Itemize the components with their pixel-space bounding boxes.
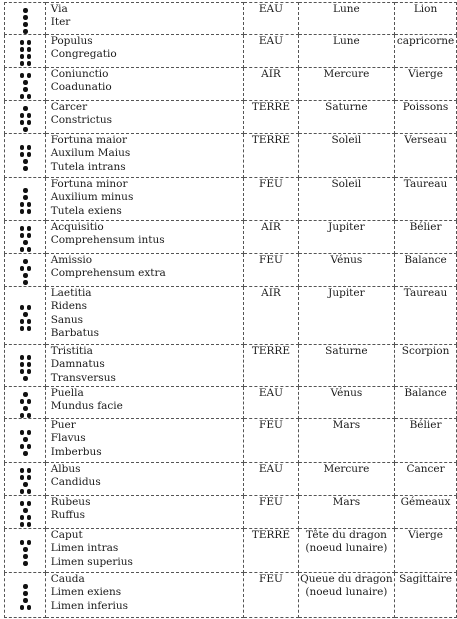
figure-dot <box>23 259 28 264</box>
figure-names-cell <box>45 68 243 101</box>
figure-dot <box>27 202 32 207</box>
table-row <box>5 178 457 221</box>
figure-dot <box>20 305 25 310</box>
figure-dot <box>27 362 32 367</box>
table-row <box>5 529 457 573</box>
figure-dot <box>27 120 32 125</box>
figure-dot <box>27 266 32 271</box>
figure-dot <box>20 233 25 238</box>
figure-dot <box>23 106 28 111</box>
figure-dot <box>20 61 25 66</box>
planet-cell: Mars <box>298 419 394 463</box>
figure-cell <box>5 254 46 287</box>
figure-dot <box>20 468 25 473</box>
table-row <box>5 419 457 463</box>
geomantic-figure-icon <box>5 463 45 496</box>
geomantic-figure-icon <box>5 419 45 463</box>
figure-dot <box>23 312 28 317</box>
figure-dot <box>23 508 28 513</box>
zodiac-cell: Balance <box>395 254 457 287</box>
zodiac-cell: Vierge <box>395 68 457 101</box>
figure-dot <box>20 444 25 449</box>
zodiac-cell: Bélier <box>395 419 457 463</box>
figure-dot <box>20 54 25 59</box>
figure-dot <box>23 127 28 132</box>
figure-dot <box>20 319 25 324</box>
figure-name: Limen superius <box>50 555 133 568</box>
figure-dot <box>23 554 28 559</box>
figure-dot <box>23 80 28 85</box>
figure-names-cell <box>45 35 243 68</box>
figure-cell <box>5 573 46 618</box>
figure-dot <box>27 605 32 610</box>
figure-dot <box>23 451 28 456</box>
figure-name: Puer <box>50 419 76 431</box>
figure-dot <box>27 47 32 52</box>
figure-cell <box>5 529 46 573</box>
figure-name: Puella <box>50 387 84 399</box>
planet-cell: Jupiter <box>298 221 394 254</box>
element-cell: TERRE <box>244 134 299 178</box>
figure-names-cell <box>45 101 243 134</box>
table-row <box>5 573 457 618</box>
figure-dot <box>27 515 32 520</box>
figure-dot <box>23 591 28 596</box>
figure-dot <box>23 240 28 245</box>
figure-name: Carcer <box>50 101 88 113</box>
figure-name: Laetitia <box>50 287 92 299</box>
geomantic-figure-icon <box>5 529 45 573</box>
zodiac-cell: Verseau <box>395 134 457 178</box>
figure-cell <box>5 3 46 35</box>
figure-names-cell <box>45 419 243 463</box>
figure-dot <box>27 94 32 99</box>
figure-dot <box>27 355 32 360</box>
figure-dot <box>20 399 25 404</box>
figure-name: Populus <box>50 35 93 47</box>
table-row <box>5 496 457 529</box>
figure-dot <box>23 437 28 442</box>
figure-name: Constrictus <box>50 114 113 127</box>
figure-dot <box>23 280 28 285</box>
figure-dot <box>20 47 25 52</box>
figure-dot <box>23 188 28 193</box>
figure-names-cell <box>45 463 243 496</box>
figure-dot <box>20 430 25 435</box>
figure-name: Barbatus <box>50 326 100 339</box>
figure-dot <box>20 355 25 360</box>
figure-name: Coadunatio <box>50 81 112 94</box>
figure-names-cell <box>45 387 243 419</box>
figure-dot <box>20 40 25 45</box>
figure-dot <box>27 413 32 418</box>
figure-name: Congregatio <box>50 48 117 61</box>
figure-name: Limen intras <box>50 542 119 555</box>
figure-name: Via <box>50 3 68 15</box>
figure-names-cell <box>45 287 243 345</box>
figure-name: Amissio <box>50 254 93 266</box>
figure-dot <box>20 326 25 331</box>
figure-cell <box>5 221 46 254</box>
figure-name: Flavus <box>50 432 86 445</box>
element-cell: TERRE <box>244 529 299 573</box>
figure-cell <box>5 387 46 419</box>
figure-names-cell <box>45 345 243 387</box>
figure-name: Rubeus <box>50 496 91 508</box>
planet-cell: Vénus <box>298 387 394 419</box>
table-row <box>5 387 457 419</box>
figure-dot <box>27 233 32 238</box>
figure-dot <box>23 584 28 589</box>
figure-dot <box>20 73 25 78</box>
figure-names-cell <box>45 134 243 178</box>
figure-name: Damnatus <box>50 358 105 371</box>
figure-name: Cauda <box>50 573 85 585</box>
figure-dot <box>27 501 32 506</box>
figure-dot <box>20 113 25 118</box>
geomantic-figure-icon <box>5 101 45 134</box>
geomantic-figure-icon <box>5 134 45 178</box>
geomantic-figure-icon <box>5 35 45 68</box>
element-cell: EAU <box>244 35 299 68</box>
figure-name: Sanus <box>50 313 84 326</box>
figure-dot <box>27 209 32 214</box>
figure-dot <box>23 273 28 278</box>
planet-cell: Soleil <box>298 178 394 221</box>
zodiac-cell: Lion <box>395 3 457 35</box>
planet-cell: Jupiter <box>298 287 394 345</box>
figure-dot <box>23 392 28 397</box>
figure-dot <box>27 430 32 435</box>
element-cell: FEU <box>244 496 299 529</box>
figure-names-cell <box>45 496 243 529</box>
figure-dot <box>23 482 28 487</box>
planet-cell: Tête du dragon (noeud lunaire) <box>298 529 394 573</box>
table-row <box>5 3 457 35</box>
figure-name: Tutela intrans <box>50 160 126 173</box>
figure-dot <box>23 22 28 27</box>
element-cell: EAU <box>244 3 299 35</box>
figure-dot <box>27 522 32 527</box>
figure-name: Iter <box>50 16 71 29</box>
figure-dot <box>20 522 25 527</box>
figure-dot <box>20 475 25 480</box>
figure-cell <box>5 134 46 178</box>
figure-name: Albus <box>50 463 81 475</box>
figure-dot <box>20 266 25 271</box>
figure-dot <box>23 166 28 171</box>
element-cell: FEU <box>244 573 299 618</box>
table-row <box>5 345 457 387</box>
zodiac-cell: Bélier <box>395 221 457 254</box>
planet-cell: Soleil <box>298 134 394 178</box>
figure-dot <box>27 61 32 66</box>
figure-dot <box>20 226 25 231</box>
figure-cell <box>5 345 46 387</box>
geomantic-figure-icon <box>5 3 45 35</box>
geomantic-figure-icon <box>5 287 45 345</box>
figure-dot <box>27 326 32 331</box>
figure-dot <box>23 376 28 381</box>
zodiac-cell: Gémeaux <box>395 496 457 529</box>
figure-name: Ridens <box>50 300 88 313</box>
geomantic-figure-icon <box>5 254 45 287</box>
figure-names-cell <box>45 3 243 35</box>
geomantic-figure-icon <box>5 345 45 387</box>
element-cell: EAU <box>244 463 299 496</box>
element-cell: AIR <box>244 287 299 345</box>
figure-dot <box>20 413 25 418</box>
planet-cell: Saturne <box>298 345 394 387</box>
figure-dot <box>23 15 28 20</box>
figure-dot <box>27 145 32 150</box>
figure-cell <box>5 287 46 345</box>
zodiac-cell: Vierge <box>395 529 457 573</box>
figure-dot <box>23 406 28 411</box>
figure-name: Fortuna maior <box>50 134 128 146</box>
figure-dot <box>23 195 28 200</box>
planet-cell: Vénus <box>298 254 394 287</box>
figure-name: Acquisitio <box>50 221 104 233</box>
figure-cell <box>5 463 46 496</box>
element-cell: FEU <box>244 419 299 463</box>
figure-names-cell <box>45 254 243 287</box>
figure-dot <box>27 305 32 310</box>
zodiac-cell: Balance <box>395 387 457 419</box>
table-row <box>5 68 457 101</box>
figure-name: Fortuna minor <box>50 178 128 190</box>
figure-name: Tristitia <box>50 345 93 357</box>
table-row <box>5 463 457 496</box>
figure-dot <box>27 475 32 480</box>
figure-name: Auxilum Maius <box>50 147 131 160</box>
figure-names-cell <box>45 529 243 573</box>
figure-cell <box>5 178 46 221</box>
figure-name: Comprehensum intus <box>50 234 165 247</box>
figure-dot <box>27 40 32 45</box>
element-cell: AIR <box>244 221 299 254</box>
figure-dot <box>27 319 32 324</box>
figure-name: Limen exiens <box>50 586 122 599</box>
figure-name: Tutela exiens <box>50 204 122 217</box>
geomantic-figure-icon <box>5 496 45 529</box>
figure-name: Coniunctio <box>50 68 109 80</box>
figure-dot <box>27 540 32 545</box>
planet-cell: Lune <box>298 3 394 35</box>
figure-dot <box>23 8 28 13</box>
figure-name: Transversus <box>50 371 116 384</box>
figure-dot <box>27 468 32 473</box>
planet-cell: Lune <box>298 35 394 68</box>
zodiac-cell: Sagittaire <box>395 573 457 618</box>
figure-dot <box>20 202 25 207</box>
figure-name: Comprehensum extra <box>50 267 166 280</box>
zodiac-cell: Cancer <box>395 463 457 496</box>
figure-name: Ruffus <box>50 509 85 522</box>
zodiac-cell: Taureau <box>395 178 457 221</box>
figure-names-cell <box>45 573 243 618</box>
figure-dot <box>23 561 28 566</box>
figure-dot <box>27 444 32 449</box>
zodiac-cell: Taureau <box>395 287 457 345</box>
figure-dot <box>20 515 25 520</box>
figure-dot <box>20 247 25 252</box>
table-row <box>5 35 457 68</box>
figure-dot <box>20 145 25 150</box>
figure-name: Caput <box>50 529 83 541</box>
figure-cell <box>5 419 46 463</box>
figure-dot <box>27 54 32 59</box>
figure-dot <box>20 120 25 125</box>
figure-dot <box>27 152 32 157</box>
table-body <box>5 3 457 618</box>
element-cell: AIR <box>244 68 299 101</box>
figure-dot <box>20 209 25 214</box>
geomantic-figure-icon <box>5 573 45 618</box>
figure-cell <box>5 101 46 134</box>
figure-dot <box>23 598 28 603</box>
table-row <box>5 287 457 345</box>
zodiac-cell: capricorne <box>395 35 457 68</box>
figure-dot <box>20 605 25 610</box>
figure-name: Auxilium minus <box>50 191 134 204</box>
figure-name: Mundus facie <box>50 400 123 413</box>
figure-dot <box>20 94 25 99</box>
figure-dot <box>27 73 32 78</box>
figure-names-cell <box>45 178 243 221</box>
figure-name: Imberbus <box>50 445 102 458</box>
planet-cell: Mercure <box>298 463 394 496</box>
figure-names-cell <box>45 221 243 254</box>
figure-cell <box>5 35 46 68</box>
geomantic-figure-icon <box>5 387 45 419</box>
geomantic-figure-icon <box>5 221 45 254</box>
table-row <box>5 101 457 134</box>
element-cell: TERRE <box>244 345 299 387</box>
planet-cell: Saturne <box>298 101 394 134</box>
figure-dot <box>27 247 32 252</box>
figure-dot <box>27 489 32 494</box>
figure-dot <box>23 29 28 34</box>
figure-name: Limen inferius <box>50 599 129 612</box>
figure-dot <box>20 501 25 506</box>
geomantic-figure-icon <box>5 178 45 221</box>
figure-dot <box>27 113 32 118</box>
figure-name: Candidus <box>50 476 101 489</box>
figure-dot <box>23 547 28 552</box>
figure-dot <box>20 152 25 157</box>
element-cell: TERRE <box>244 101 299 134</box>
figure-dot <box>27 399 32 404</box>
figure-dot <box>20 489 25 494</box>
figure-cell <box>5 496 46 529</box>
figure-cell <box>5 68 46 101</box>
table-row <box>5 134 457 178</box>
zodiac-cell: Poissons <box>395 101 457 134</box>
figure-dot <box>20 369 25 374</box>
element-cell: FEU <box>244 254 299 287</box>
figure-dot <box>20 362 25 367</box>
planet-cell: Mars <box>298 496 394 529</box>
figure-dot <box>23 159 28 164</box>
figure-dot <box>23 87 28 92</box>
table-row <box>5 221 457 254</box>
element-cell: FEU <box>244 178 299 221</box>
planet-cell: Queue du dragon (noeud lunaire) <box>298 573 394 618</box>
geomantic-figures-table <box>4 2 457 618</box>
planet-cell: Mercure <box>298 68 394 101</box>
figure-dot <box>27 226 32 231</box>
zodiac-cell: Scorpion <box>395 345 457 387</box>
element-cell: EAU <box>244 387 299 419</box>
table-row <box>5 254 457 287</box>
figure-dot <box>27 369 32 374</box>
figure-dot <box>20 540 25 545</box>
geomantic-figure-icon <box>5 68 45 101</box>
